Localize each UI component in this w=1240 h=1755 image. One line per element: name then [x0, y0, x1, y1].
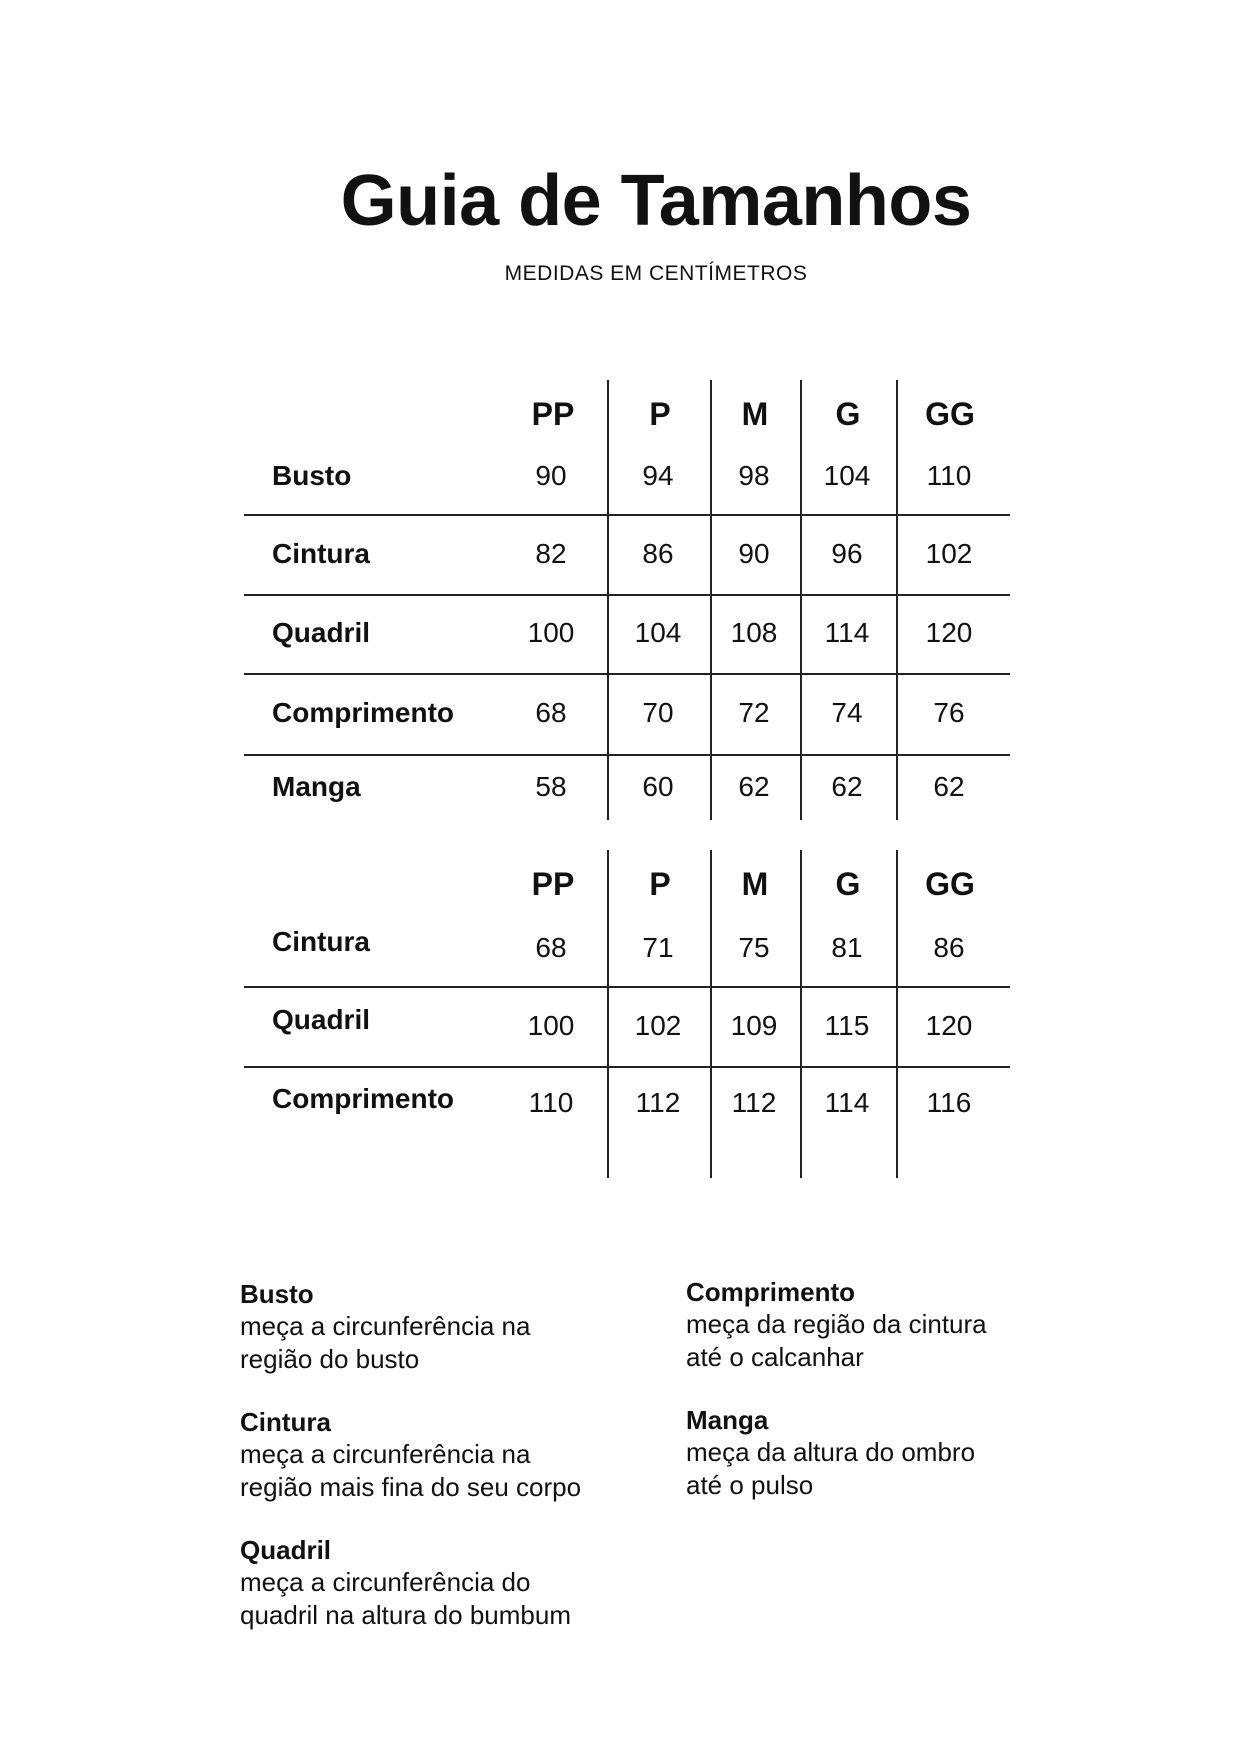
legend-desc: até o calcanhar [686, 1342, 864, 1372]
table-cell: 100 [527, 1010, 575, 1041]
column-header-m: M [741, 396, 769, 432]
table-cell: 62 [738, 771, 770, 802]
row-divider [244, 594, 1010, 596]
row-divider [244, 1066, 1010, 1068]
legend-desc: meça a circunferência na [240, 1439, 531, 1469]
table-cell: 102 [634, 1010, 682, 1041]
table-cell: 96 [831, 538, 863, 569]
legend-item-comprimento [686, 1276, 1106, 1374]
legend-desc: região mais fina do seu corpo [240, 1472, 582, 1502]
table-cell: 116 [926, 1087, 972, 1118]
row-label-comprimento: Comprimento [272, 1083, 454, 1114]
legend-term: Busto [240, 1279, 314, 1309]
table-cell: 58 [535, 771, 567, 802]
legend-desc: meça da altura do ombro [686, 1437, 976, 1467]
column-header-m: M [741, 866, 769, 902]
size-table-bottom [244, 850, 1010, 1178]
table-cell: 114 [824, 617, 870, 648]
table-cell: 100 [527, 617, 575, 648]
column-header-g: G [835, 396, 861, 432]
table-cell: 94 [642, 460, 674, 491]
legend-term: Quadril [240, 1535, 332, 1565]
table-cell: 109 [730, 1010, 778, 1041]
table-cell: 104 [634, 617, 682, 648]
column-header-gg: GG [925, 396, 975, 432]
table-cell: 115 [824, 1010, 870, 1041]
table-cell: 75 [738, 932, 770, 963]
legend-term: Cintura [240, 1407, 331, 1437]
table-cell: 76 [933, 697, 965, 728]
legend-item-cintura [240, 1406, 660, 1504]
row-label-manga: Manga [272, 771, 361, 802]
table-cell: 120 [925, 617, 973, 648]
legend-desc: região do busto [240, 1344, 420, 1374]
row-divider [244, 754, 1010, 756]
table-cell: 112 [731, 1087, 777, 1118]
row-label-cintura: Cintura [272, 538, 370, 569]
column-header-pp: PP [531, 866, 575, 902]
page-subtitle: MEDIDAS EM CENTÍMETROS [504, 262, 808, 285]
legend-term: Manga [686, 1405, 769, 1435]
table-cell: 114 [824, 1087, 870, 1118]
table-cell: 98 [738, 460, 770, 491]
legend-desc: meça da região da cintura [686, 1309, 987, 1339]
column-header-p: P [649, 396, 671, 432]
table-cell: 108 [730, 617, 778, 648]
size-table-top [244, 380, 1010, 820]
table-cell: 62 [933, 771, 965, 802]
table-cell: 86 [933, 932, 965, 963]
column-header-p: P [649, 866, 671, 902]
table-cell: 81 [831, 932, 863, 963]
table-cell: 86 [642, 538, 674, 569]
table-cell: 90 [738, 538, 770, 569]
column-header-pp: PP [531, 396, 575, 432]
legend-item-busto [240, 1278, 660, 1376]
row-label-quadril: Quadril [272, 1004, 371, 1035]
table-cell: 68 [535, 697, 567, 728]
table-cell: 74 [831, 697, 863, 728]
table-cell: 82 [535, 538, 567, 569]
legend-desc: meça a circunferência na [240, 1311, 531, 1341]
legend-term: Comprimento [686, 1277, 855, 1307]
table-cell: 72 [738, 697, 770, 728]
row-label-quadril: Quadril [272, 617, 371, 648]
table-cell: 68 [535, 932, 567, 963]
row-divider [244, 986, 1010, 988]
column-header-gg: GG [925, 866, 975, 902]
legend-desc: até o pulso [686, 1470, 814, 1500]
row-label-cintura: Cintura [272, 926, 370, 957]
table-cell: 90 [535, 460, 567, 491]
table-cell: 71 [642, 932, 674, 963]
table-cell: 120 [925, 1010, 973, 1041]
table-cell: 60 [642, 771, 674, 802]
table-cell: 62 [831, 771, 863, 802]
row-label-comprimento: Comprimento [272, 697, 454, 728]
legend-left [240, 1278, 660, 1662]
row-divider [244, 514, 1010, 516]
legend-item-quadril [240, 1534, 660, 1632]
legend-right [686, 1276, 1106, 1532]
table-cell: 110 [528, 1087, 574, 1118]
page-title: Guia de Tamanhos [340, 161, 972, 241]
table-cell: 70 [642, 697, 674, 728]
column-header-g: G [835, 866, 861, 902]
row-label-busto: Busto [272, 460, 352, 491]
table-cell: 112 [635, 1087, 681, 1118]
legend-desc: meça a circunferência do [240, 1567, 531, 1597]
legend-item-manga [686, 1404, 1106, 1502]
table-cell: 104 [823, 460, 871, 491]
legend-desc: quadril na altura do bumbum [240, 1600, 571, 1630]
row-divider [244, 673, 1010, 675]
table-cell: 102 [925, 538, 973, 569]
table-cell: 110 [926, 460, 972, 491]
